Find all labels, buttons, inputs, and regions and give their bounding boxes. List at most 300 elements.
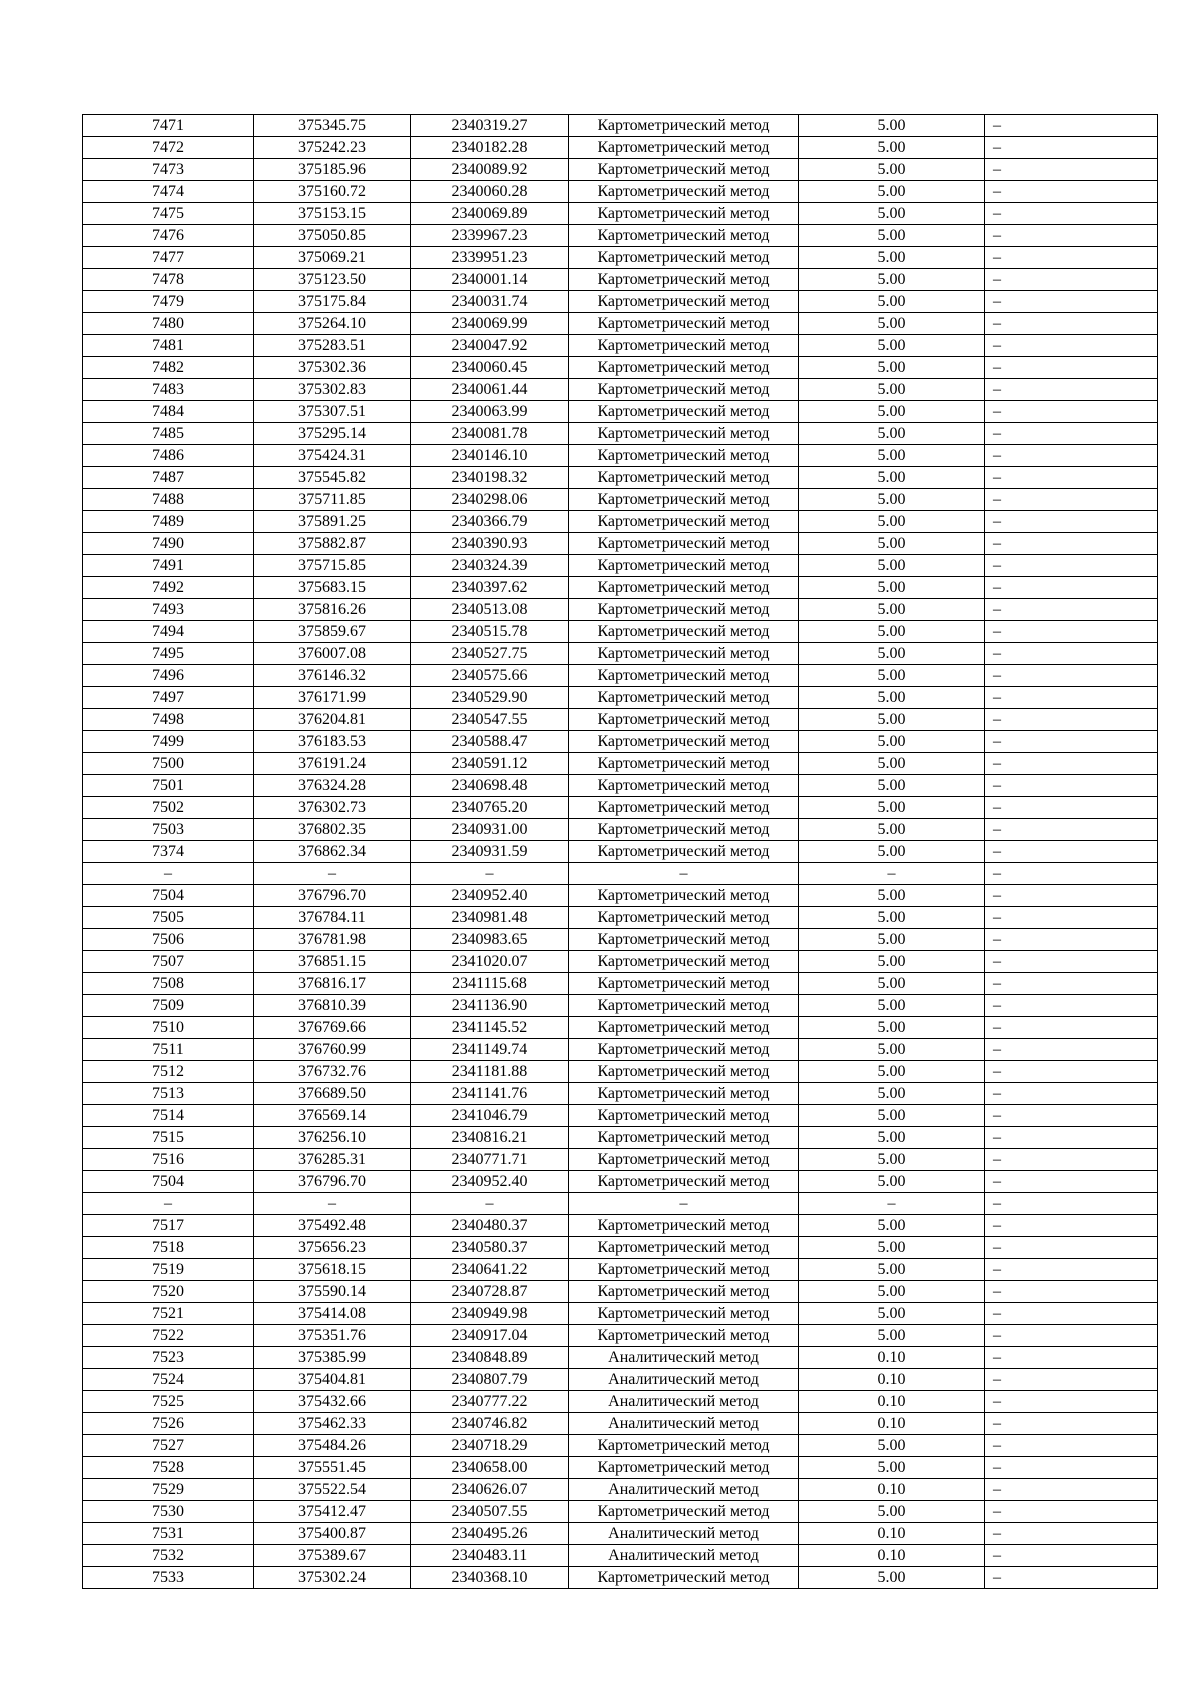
y-coordinate-cell: 2340390.93: [411, 533, 569, 555]
accuracy-cell: 5.00: [799, 1061, 985, 1083]
point-number-cell: 7491: [83, 555, 254, 577]
point-number-cell: 7526: [83, 1413, 254, 1435]
note-cell: –: [985, 1303, 1158, 1325]
table-row: [83, 621, 1158, 643]
table-row: [83, 1039, 1158, 1061]
accuracy-cell: 5.00: [799, 1215, 985, 1237]
point-number-cell: 7498: [83, 709, 254, 731]
point-number-cell: 7523: [83, 1347, 254, 1369]
note-cell: –: [985, 269, 1158, 291]
method-cell: Аналитический метод: [569, 1523, 799, 1545]
y-coordinate-cell: 2340047.92: [411, 335, 569, 357]
table-row: [83, 159, 1158, 181]
y-coordinate-cell: 2340981.48: [411, 907, 569, 929]
table-row: [83, 1105, 1158, 1127]
x-coordinate-cell: 376862.34: [254, 841, 411, 863]
y-coordinate-cell: 2340952.40: [411, 1171, 569, 1193]
note-cell: –: [985, 115, 1158, 137]
note-cell: –: [985, 577, 1158, 599]
table-row: [83, 1501, 1158, 1523]
note-cell: –: [985, 379, 1158, 401]
note-cell: –: [985, 533, 1158, 555]
x-coordinate-cell: 375153.15: [254, 203, 411, 225]
point-number-cell: 7482: [83, 357, 254, 379]
point-number-cell: 7520: [83, 1281, 254, 1303]
accuracy-cell: 5.00: [799, 1017, 985, 1039]
y-coordinate-cell: 2340917.04: [411, 1325, 569, 1347]
note-cell: –: [985, 797, 1158, 819]
table-row: [83, 489, 1158, 511]
x-coordinate-cell: 375522.54: [254, 1479, 411, 1501]
accuracy-cell: 5.00: [799, 753, 985, 775]
accuracy-cell: 5.00: [799, 313, 985, 335]
x-coordinate-cell: 375882.87: [254, 533, 411, 555]
method-cell: Картометрический метод: [569, 115, 799, 137]
y-coordinate-cell: 2340368.10: [411, 1567, 569, 1589]
table-row: [83, 1281, 1158, 1303]
x-coordinate-cell: 375175.84: [254, 291, 411, 313]
point-number-cell: 7509: [83, 995, 254, 1017]
note-cell: –: [985, 1237, 1158, 1259]
x-coordinate-cell: 375891.25: [254, 511, 411, 533]
point-number-cell: 7522: [83, 1325, 254, 1347]
y-coordinate-cell: 2340626.07: [411, 1479, 569, 1501]
note-cell: –: [985, 643, 1158, 665]
method-cell: Картометрический метод: [569, 599, 799, 621]
method-cell: Картометрический метод: [569, 577, 799, 599]
x-coordinate-cell: 375545.82: [254, 467, 411, 489]
note-cell: –: [985, 1391, 1158, 1413]
table-row: [83, 1413, 1158, 1435]
accuracy-cell: 5.00: [799, 335, 985, 357]
method-cell: Картометрический метод: [569, 1259, 799, 1281]
point-number-cell: 7521: [83, 1303, 254, 1325]
method-cell: Картометрический метод: [569, 907, 799, 929]
accuracy-cell: –: [799, 1193, 985, 1215]
table-row: [83, 1523, 1158, 1545]
y-coordinate-cell: 2341136.90: [411, 995, 569, 1017]
table-row: [83, 555, 1158, 577]
point-number-cell: 7488: [83, 489, 254, 511]
x-coordinate-cell: 375404.81: [254, 1369, 411, 1391]
accuracy-cell: 0.10: [799, 1523, 985, 1545]
point-number-cell: 7492: [83, 577, 254, 599]
method-cell: Картометрический метод: [569, 401, 799, 423]
point-number-cell: 7530: [83, 1501, 254, 1523]
note-cell: –: [985, 1259, 1158, 1281]
table-row: [83, 1127, 1158, 1149]
point-number-cell: 7519: [83, 1259, 254, 1281]
method-cell: Картометрический метод: [569, 1325, 799, 1347]
method-cell: Картометрический метод: [569, 665, 799, 687]
point-number-cell: 7524: [83, 1369, 254, 1391]
method-cell: Картометрический метод: [569, 709, 799, 731]
y-coordinate-cell: 2340081.78: [411, 423, 569, 445]
note-cell: –: [985, 1347, 1158, 1369]
point-number-cell: 7507: [83, 951, 254, 973]
note-cell: –: [985, 621, 1158, 643]
note-cell: –: [985, 445, 1158, 467]
y-coordinate-cell: 2340591.12: [411, 753, 569, 775]
point-number-cell: 7512: [83, 1061, 254, 1083]
note-cell: –: [985, 775, 1158, 797]
table-row: [83, 511, 1158, 533]
accuracy-cell: 5.00: [799, 533, 985, 555]
point-number-cell: 7525: [83, 1391, 254, 1413]
point-number-cell: 7473: [83, 159, 254, 181]
table-row: [83, 1061, 1158, 1083]
accuracy-cell: 5.00: [799, 247, 985, 269]
point-number-cell: 7484: [83, 401, 254, 423]
method-cell: Картометрический метод: [569, 1567, 799, 1589]
table-row: [83, 137, 1158, 159]
table-row: [83, 401, 1158, 423]
table-row: [83, 1149, 1158, 1171]
point-number-cell: 7510: [83, 1017, 254, 1039]
accuracy-cell: 5.00: [799, 929, 985, 951]
note-cell: –: [985, 489, 1158, 511]
y-coordinate-cell: 2340848.89: [411, 1347, 569, 1369]
method-cell: Картометрический метод: [569, 973, 799, 995]
table-row: [83, 467, 1158, 489]
accuracy-cell: 5.00: [799, 1127, 985, 1149]
note-cell: –: [985, 753, 1158, 775]
table-row: [83, 1435, 1158, 1457]
x-coordinate-cell: 376760.99: [254, 1039, 411, 1061]
method-cell: Картометрический метод: [569, 731, 799, 753]
x-coordinate-cell: 375185.96: [254, 159, 411, 181]
x-coordinate-cell: 375412.47: [254, 1501, 411, 1523]
table-row: [83, 181, 1158, 203]
table-row: [83, 973, 1158, 995]
point-number-cell: 7478: [83, 269, 254, 291]
accuracy-cell: 5.00: [799, 445, 985, 467]
accuracy-cell: 5.00: [799, 203, 985, 225]
method-cell: Картометрический метод: [569, 313, 799, 335]
note-cell: –: [985, 929, 1158, 951]
accuracy-cell: 5.00: [799, 137, 985, 159]
method-cell: Картометрический метод: [569, 533, 799, 555]
accuracy-cell: 5.00: [799, 973, 985, 995]
x-coordinate-cell: 376810.39: [254, 995, 411, 1017]
point-number-cell: 7474: [83, 181, 254, 203]
x-coordinate-cell: 376689.50: [254, 1083, 411, 1105]
y-coordinate-cell: 2340001.14: [411, 269, 569, 291]
method-cell: Картометрический метод: [569, 621, 799, 643]
table-row: [83, 1303, 1158, 1325]
point-number-cell: 7504: [83, 885, 254, 907]
note-cell: –: [985, 1457, 1158, 1479]
method-cell: Картометрический метод: [569, 885, 799, 907]
point-number-cell: 7503: [83, 819, 254, 841]
x-coordinate-cell: 375711.85: [254, 489, 411, 511]
x-coordinate-cell: 375302.83: [254, 379, 411, 401]
x-coordinate-cell: 376183.53: [254, 731, 411, 753]
method-cell: Картометрический метод: [569, 1457, 799, 1479]
method-cell: Картометрический метод: [569, 203, 799, 225]
method-cell: Картометрический метод: [569, 797, 799, 819]
accuracy-cell: 5.00: [799, 159, 985, 181]
table-row: [83, 115, 1158, 137]
x-coordinate-cell: 375160.72: [254, 181, 411, 203]
point-number-cell: 7502: [83, 797, 254, 819]
note-cell: –: [985, 1215, 1158, 1237]
note-cell: –: [985, 423, 1158, 445]
y-coordinate-cell: 2341046.79: [411, 1105, 569, 1127]
table-row: [83, 225, 1158, 247]
x-coordinate-cell: 376007.08: [254, 643, 411, 665]
method-cell: Картометрический метод: [569, 1127, 799, 1149]
y-coordinate-cell: 2340983.65: [411, 929, 569, 951]
y-coordinate-cell: 2341145.52: [411, 1017, 569, 1039]
y-coordinate-cell: 2340949.98: [411, 1303, 569, 1325]
method-cell: Картометрический метод: [569, 1061, 799, 1083]
x-coordinate-cell: 376781.98: [254, 929, 411, 951]
accuracy-cell: 0.10: [799, 1479, 985, 1501]
method-cell: Картометрический метод: [569, 1039, 799, 1061]
table-row: [83, 907, 1158, 929]
x-coordinate-cell: 375385.99: [254, 1347, 411, 1369]
y-coordinate-cell: 2340728.87: [411, 1281, 569, 1303]
y-coordinate-cell: 2340698.48: [411, 775, 569, 797]
table-row: [83, 1369, 1158, 1391]
point-number-cell: 7483: [83, 379, 254, 401]
y-coordinate-cell: 2340063.99: [411, 401, 569, 423]
y-coordinate-cell: 2341115.68: [411, 973, 569, 995]
point-number-cell: 7513: [83, 1083, 254, 1105]
y-coordinate-cell: 2340931.59: [411, 841, 569, 863]
accuracy-cell: 5.00: [799, 225, 985, 247]
note-cell: –: [985, 1105, 1158, 1127]
y-coordinate-cell: 2340527.75: [411, 643, 569, 665]
y-coordinate-cell: 2340060.45: [411, 357, 569, 379]
method-cell: Картометрический метод: [569, 1149, 799, 1171]
point-number-cell: 7508: [83, 973, 254, 995]
y-coordinate-cell: 2340658.00: [411, 1457, 569, 1479]
note-cell: –: [985, 137, 1158, 159]
y-coordinate-cell: 2340771.71: [411, 1149, 569, 1171]
note-cell: –: [985, 203, 1158, 225]
point-number-cell: 7490: [83, 533, 254, 555]
accuracy-cell: 5.00: [799, 489, 985, 511]
x-coordinate-cell: 376851.15: [254, 951, 411, 973]
x-coordinate-cell: 375656.23: [254, 1237, 411, 1259]
note-cell: –: [985, 1325, 1158, 1347]
note-cell: –: [985, 335, 1158, 357]
table-row: [83, 665, 1158, 687]
table-row: [83, 291, 1158, 313]
accuracy-cell: 5.00: [799, 1325, 985, 1347]
y-coordinate-cell: 2340816.21: [411, 1127, 569, 1149]
accuracy-cell: 5.00: [799, 1259, 985, 1281]
y-coordinate-cell: 2340483.11: [411, 1545, 569, 1567]
note-cell: –: [985, 181, 1158, 203]
y-coordinate-cell: –: [411, 1193, 569, 1215]
x-coordinate-cell: 376191.24: [254, 753, 411, 775]
note-cell: –: [985, 973, 1158, 995]
point-number-cell: 7517: [83, 1215, 254, 1237]
x-coordinate-cell: 376732.76: [254, 1061, 411, 1083]
method-cell: Картометрический метод: [569, 1281, 799, 1303]
note-cell: –: [985, 159, 1158, 181]
table-row: [83, 951, 1158, 973]
y-coordinate-cell: 2340529.90: [411, 687, 569, 709]
note-cell: –: [985, 907, 1158, 929]
x-coordinate-cell: 375283.51: [254, 335, 411, 357]
note-cell: –: [985, 467, 1158, 489]
method-cell: Картометрический метод: [569, 379, 799, 401]
table-row: [83, 885, 1158, 907]
note-cell: –: [985, 1545, 1158, 1567]
x-coordinate-cell: 375683.15: [254, 577, 411, 599]
accuracy-cell: 5.00: [799, 951, 985, 973]
x-coordinate-cell: 375345.75: [254, 115, 411, 137]
accuracy-cell: 5.00: [799, 775, 985, 797]
y-coordinate-cell: 2340495.26: [411, 1523, 569, 1545]
x-coordinate-cell: 375069.21: [254, 247, 411, 269]
accuracy-cell: 5.00: [799, 907, 985, 929]
method-cell: Картометрический метод: [569, 467, 799, 489]
note-cell: –: [985, 247, 1158, 269]
accuracy-cell: 5.00: [799, 1281, 985, 1303]
point-number-cell: 7495: [83, 643, 254, 665]
accuracy-cell: 5.00: [799, 709, 985, 731]
point-number-cell: 7472: [83, 137, 254, 159]
note-cell: –: [985, 1413, 1158, 1435]
note-cell: –: [985, 1149, 1158, 1171]
point-number-cell: 7527: [83, 1435, 254, 1457]
table-row: [83, 1083, 1158, 1105]
point-number-cell: 7497: [83, 687, 254, 709]
method-cell: Картометрический метод: [569, 819, 799, 841]
method-cell: Аналитический метод: [569, 1347, 799, 1369]
accuracy-cell: 5.00: [799, 401, 985, 423]
table-row: [83, 687, 1158, 709]
method-cell: Аналитический метод: [569, 1391, 799, 1413]
y-coordinate-cell: 2340198.32: [411, 467, 569, 489]
note-cell: –: [985, 357, 1158, 379]
note-cell: –: [985, 291, 1158, 313]
accuracy-cell: 5.00: [799, 357, 985, 379]
x-coordinate-cell: 375424.31: [254, 445, 411, 467]
x-coordinate-cell: 376796.70: [254, 885, 411, 907]
note-cell: –: [985, 1083, 1158, 1105]
y-coordinate-cell: 2340807.79: [411, 1369, 569, 1391]
x-coordinate-cell: 375351.76: [254, 1325, 411, 1347]
x-coordinate-cell: 376171.99: [254, 687, 411, 709]
point-number-cell: 7501: [83, 775, 254, 797]
accuracy-cell: 0.10: [799, 1413, 985, 1435]
accuracy-cell: 5.00: [799, 1567, 985, 1589]
x-coordinate-cell: 376204.81: [254, 709, 411, 731]
point-number-cell: 7496: [83, 665, 254, 687]
point-number-cell: 7511: [83, 1039, 254, 1061]
point-number-cell: 7479: [83, 291, 254, 313]
x-coordinate-cell: 375414.08: [254, 1303, 411, 1325]
table-row: [83, 731, 1158, 753]
x-coordinate-cell: 375389.67: [254, 1545, 411, 1567]
x-coordinate-cell: 376285.31: [254, 1149, 411, 1171]
x-coordinate-cell: 375618.15: [254, 1259, 411, 1281]
note-cell: –: [985, 709, 1158, 731]
point-number-cell: 7480: [83, 313, 254, 335]
accuracy-cell: 0.10: [799, 1545, 985, 1567]
y-coordinate-cell: 2340397.62: [411, 577, 569, 599]
point-number-cell: –: [83, 1193, 254, 1215]
point-number-cell: 7471: [83, 115, 254, 137]
table-row: [83, 797, 1158, 819]
method-cell: Картометрический метод: [569, 1171, 799, 1193]
note-cell: –: [985, 1017, 1158, 1039]
y-coordinate-cell: 2339967.23: [411, 225, 569, 247]
y-coordinate-cell: 2340480.37: [411, 1215, 569, 1237]
point-number-cell: 7489: [83, 511, 254, 533]
y-coordinate-cell: 2340513.08: [411, 599, 569, 621]
y-coordinate-cell: 2339951.23: [411, 247, 569, 269]
method-cell: Картометрический метод: [569, 489, 799, 511]
y-coordinate-cell: –: [411, 863, 569, 885]
point-number-cell: 7477: [83, 247, 254, 269]
note-cell: –: [985, 555, 1158, 577]
method-cell: Аналитический метод: [569, 1545, 799, 1567]
y-coordinate-cell: 2341149.74: [411, 1039, 569, 1061]
note-cell: –: [985, 1369, 1158, 1391]
x-coordinate-cell: 375307.51: [254, 401, 411, 423]
table-row: [83, 775, 1158, 797]
point-number-cell: 7504: [83, 1171, 254, 1193]
note-cell: –: [985, 951, 1158, 973]
point-number-cell: –: [83, 863, 254, 885]
accuracy-cell: 5.00: [799, 643, 985, 665]
table-row: [83, 577, 1158, 599]
x-coordinate-cell: 376302.73: [254, 797, 411, 819]
note-cell: –: [985, 401, 1158, 423]
method-cell: Картометрический метод: [569, 841, 799, 863]
accuracy-cell: 5.00: [799, 379, 985, 401]
y-coordinate-cell: 2340580.37: [411, 1237, 569, 1259]
note-cell: –: [985, 1127, 1158, 1149]
note-cell: –: [985, 225, 1158, 247]
y-coordinate-cell: 2340298.06: [411, 489, 569, 511]
accuracy-cell: 5.00: [799, 687, 985, 709]
note-cell: –: [985, 819, 1158, 841]
point-number-cell: 7493: [83, 599, 254, 621]
accuracy-cell: 5.00: [799, 665, 985, 687]
point-number-cell: 7533: [83, 1567, 254, 1589]
note-cell: –: [985, 1479, 1158, 1501]
y-coordinate-cell: 2341141.76: [411, 1083, 569, 1105]
note-cell: –: [985, 863, 1158, 885]
method-cell: Картометрический метод: [569, 1435, 799, 1457]
table-row: [83, 335, 1158, 357]
y-coordinate-cell: 2340547.55: [411, 709, 569, 731]
accuracy-cell: 5.00: [799, 819, 985, 841]
method-cell: Картометрический метод: [569, 445, 799, 467]
method-cell: Картометрический метод: [569, 995, 799, 1017]
accuracy-cell: 5.00: [799, 1039, 985, 1061]
accuracy-cell: –: [799, 863, 985, 885]
table-row: [83, 753, 1158, 775]
method-cell: Картометрический метод: [569, 423, 799, 445]
method-cell: Картометрический метод: [569, 1303, 799, 1325]
accuracy-cell: 5.00: [799, 599, 985, 621]
y-coordinate-cell: 2340777.22: [411, 1391, 569, 1413]
table-row: [83, 1391, 1158, 1413]
point-number-cell: 7476: [83, 225, 254, 247]
method-cell: Аналитический метод: [569, 1369, 799, 1391]
accuracy-cell: 5.00: [799, 555, 985, 577]
accuracy-cell: 0.10: [799, 1347, 985, 1369]
